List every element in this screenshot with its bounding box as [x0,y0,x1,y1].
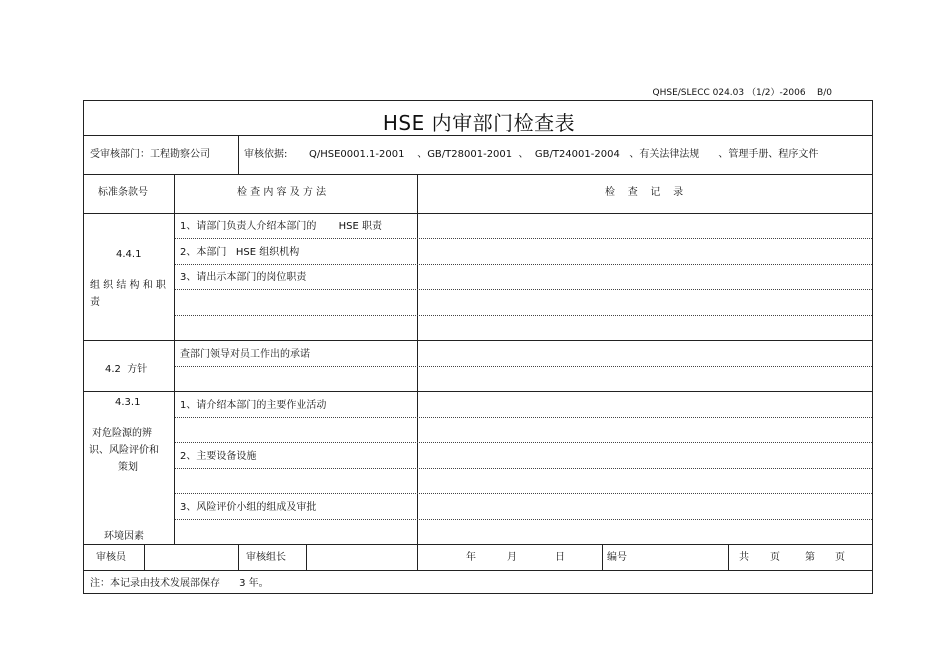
check-item: 2、主要设备设施 [180,451,257,462]
check-item: 3、风险评价小组的组成及审批 [180,502,317,513]
clause-extra: 环境因素 [104,531,144,542]
clause-name: 组 织 结 构 和 职 [90,280,166,291]
nth-label: 第 [805,552,815,563]
number-label: 编号 [607,552,627,563]
audit-basis-items: Q/HSE0001.1-2001 、GB/T28001-2001 、 GB/T24001-2004 、有关法律法规 、管理手册、程序文件 [309,149,819,160]
page-label: 页 [770,552,780,563]
audit-basis-label: 审核依据: [244,149,288,160]
clause-name: 策划 [118,462,138,473]
content-header: 检 查 内 容 及 方 法 [237,187,327,198]
clause-name: 识、风险评价和 [89,445,159,456]
clause-header: 标准条款号 [98,187,148,198]
clause-name: 对危险源的辨 [92,428,152,439]
checklist-table [83,100,873,594]
check-item: 查部门领导对员工作出的承诺 [180,349,310,360]
check-item: 1、请部门负责人介绍本部门的 HSE 职责 [180,221,382,232]
clause-name: 4.2 方针 [105,364,148,375]
record-header: 检 查 记 录 [605,187,684,198]
page-label: 页 [835,552,845,563]
check-item: 1、请介绍本部门的主要作业活动 [180,400,327,411]
document-code: QHSE/SLECC 024.03 （1/2）-2006 B/0 [652,88,832,98]
check-item: 3、请出示本部门的岗位职责 [180,272,307,283]
page-title: HSE 内审部门检查表 [382,111,576,135]
total-label: 共 [739,552,749,563]
audited-department: 受审核部门：工程勘察公司 [90,149,210,160]
team-leader-label: 审核组长 [246,552,286,563]
storage-note: 注：本记录由技术发展部保存 3 年。 [90,578,269,589]
year-label: 年 [466,552,476,563]
check-item: 2、本部门 HSE 组织机构 [180,247,300,258]
auditor-label: 审核员 [96,552,126,563]
clause-name: 责 [90,297,100,308]
month-label: 月 [507,552,517,563]
clause-number: 4.3.1 [115,397,141,408]
clause-number: 4.4.1 [116,249,142,260]
day-label: 日 [555,552,565,563]
